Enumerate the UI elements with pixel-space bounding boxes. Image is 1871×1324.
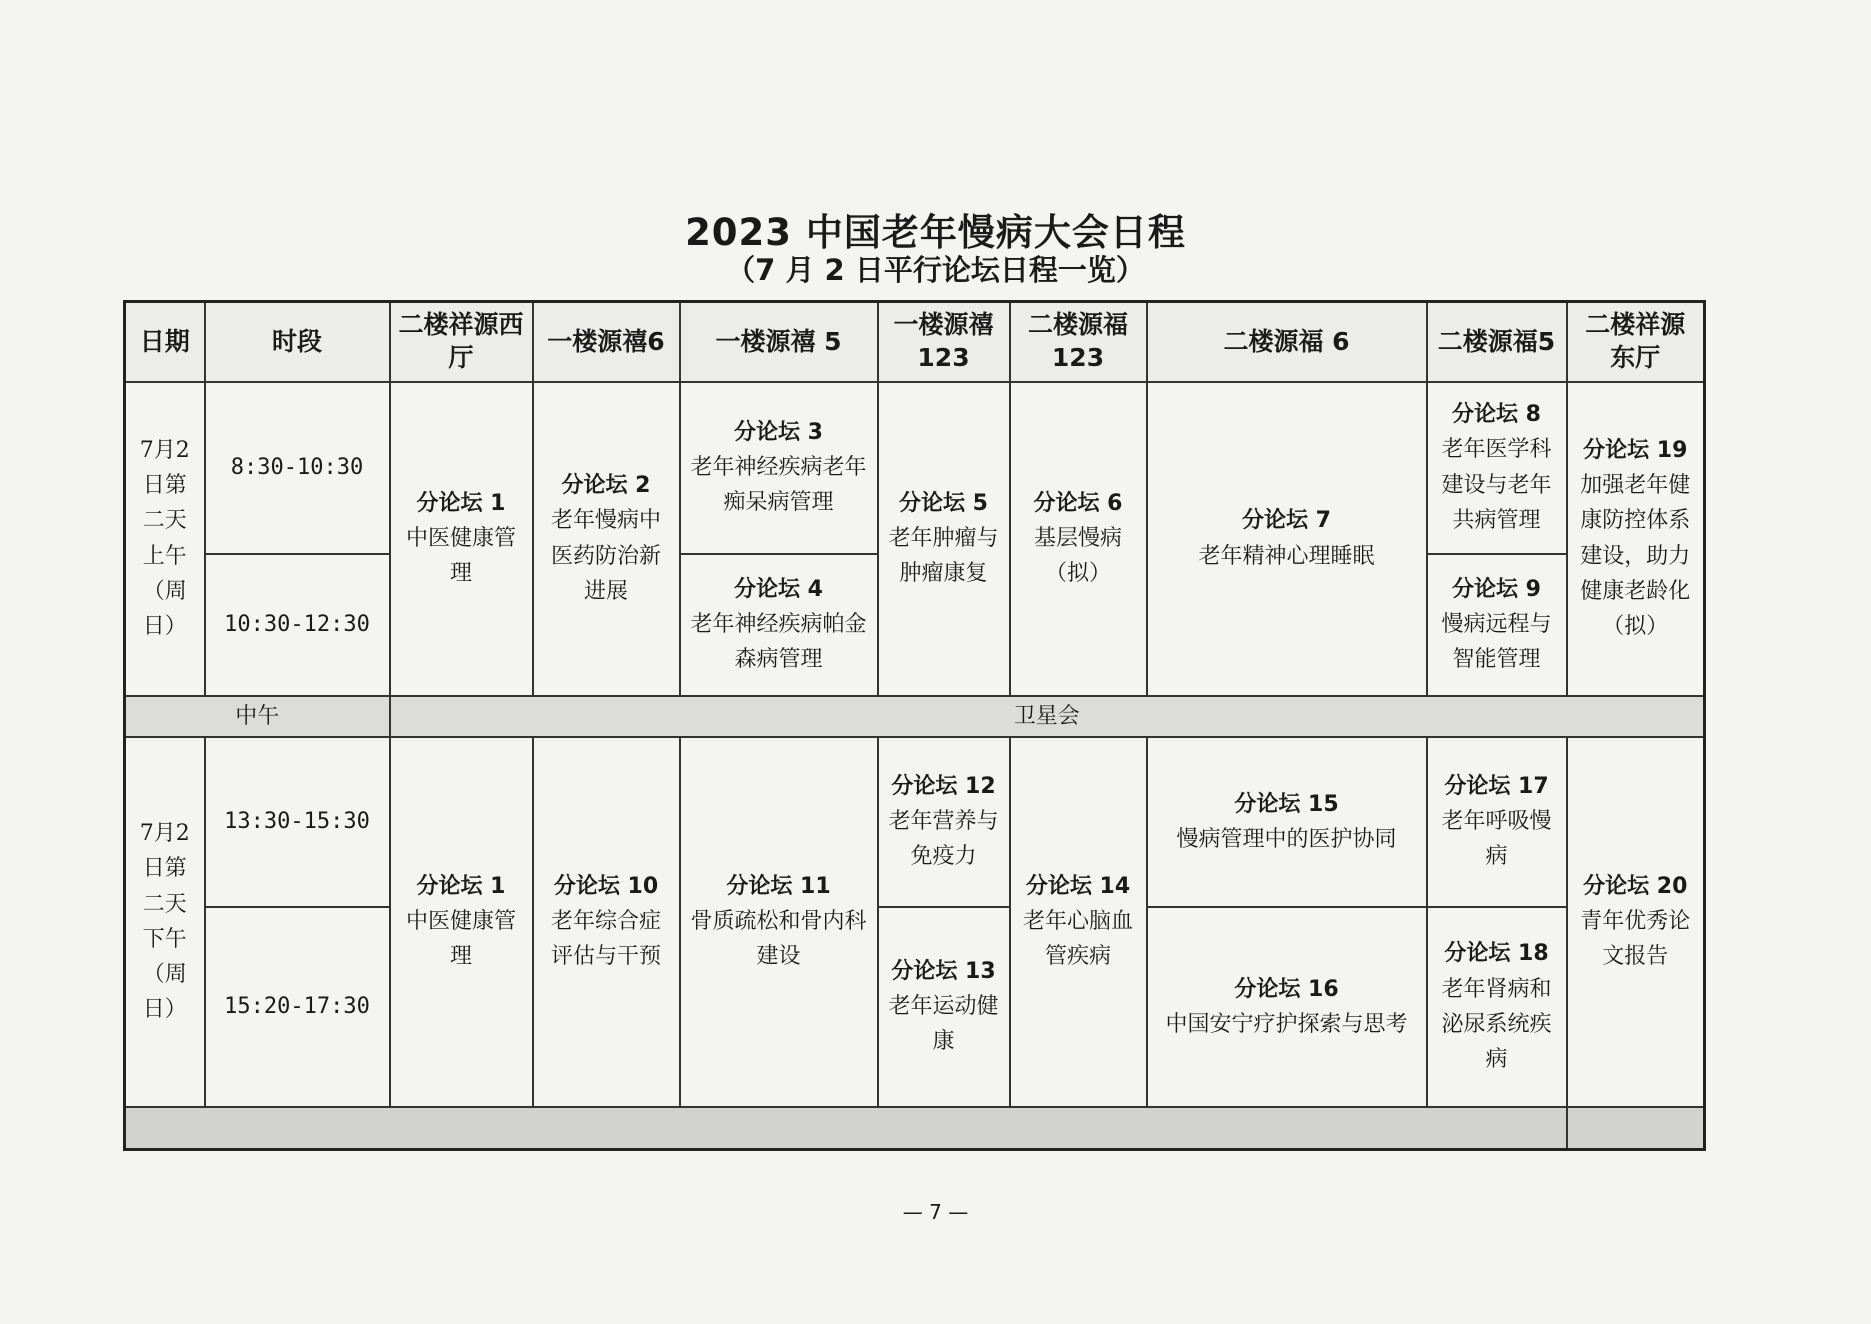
forum-name: 分论坛 7: [1242, 508, 1331, 534]
morning-date: 7月2日第二天上午（周日）: [125, 382, 205, 696]
forum-13: [878, 907, 1010, 1107]
forum-name: 分论坛 20: [1583, 873, 1688, 899]
forum-name: 分论坛 4: [734, 576, 823, 602]
forum-name: 分论坛 11: [726, 873, 831, 899]
forum-11: [680, 737, 878, 1107]
forum-7: [1147, 382, 1427, 696]
header-venue-5: 二楼源福123: [1010, 302, 1147, 382]
forum-topic: 中医健康管理: [405, 909, 516, 970]
noon-event: 卫星会: [390, 696, 1705, 737]
forum-topic: 老年运动健康: [888, 994, 999, 1055]
forum-name: 分论坛 16: [1234, 976, 1339, 1002]
forum-topic: 青年优秀论文报告: [1580, 909, 1691, 970]
forum-19: [1567, 382, 1705, 696]
header-date: 日期: [125, 302, 205, 382]
forum-topic: 老年心脑血管疾病: [1022, 909, 1133, 970]
forum-18: [1427, 907, 1567, 1107]
afternoon-slot-2: 15:20-17:30: [205, 907, 390, 1107]
afternoon-slot-1: 13:30-15:30: [205, 737, 390, 907]
forum-topic: 老年综合症评估与干预: [550, 909, 661, 970]
forum-name: 分论坛 19: [1583, 437, 1688, 463]
forum-12: [878, 737, 1010, 907]
afternoon-date: 7月2日第二天下午（周日）: [125, 737, 205, 1107]
header-venue-7: 二楼源福5: [1427, 302, 1567, 382]
forum-1-am: [390, 382, 533, 696]
morning-row-1: [125, 382, 1705, 554]
bottom-row: [125, 1107, 1705, 1150]
forum-2: [533, 382, 680, 696]
forum-8: [1427, 382, 1567, 554]
morning-slot-2: 10:30-12:30: [205, 554, 390, 696]
forum-topic: 老年神经疾病帕金森病管理: [690, 611, 867, 673]
forum-topic: 老年呼吸慢病: [1441, 809, 1552, 870]
header-venue-3: 一楼源禧 5: [680, 302, 878, 382]
forum-16: [1147, 907, 1427, 1107]
forum-topic: 老年医学科建设与老年共病管理: [1441, 437, 1552, 533]
forum-name: 分论坛 1: [416, 873, 506, 899]
forum-15: [1147, 737, 1427, 907]
forum-name: 分论坛 12: [891, 773, 996, 799]
forum-17: [1427, 737, 1567, 907]
forum-9: [1427, 554, 1567, 696]
forum-topic: 老年精神心理睡眠: [1198, 543, 1375, 569]
forum-topic: 基层慢病（拟）: [1033, 525, 1122, 587]
forum-6: [1010, 382, 1147, 696]
forum-name: 分论坛 18: [1444, 941, 1549, 967]
forum-name: 分论坛 3: [734, 419, 823, 445]
forum-topic: 加强老年健康防控体系建设，助力健康老龄化（拟）: [1580, 473, 1691, 639]
forum-topic: 慢病远程与智能管理: [1441, 611, 1552, 673]
forum-topic: 慢病管理中的医护协同: [1176, 826, 1397, 852]
forum-topic: 老年肿瘤与肿瘤康复: [888, 525, 999, 587]
forum-topic: 老年肾病和泌尿系统疾病: [1441, 976, 1552, 1072]
header-venue-4: 一楼源禧123: [878, 302, 1010, 382]
forum-name: 分论坛 10: [553, 873, 659, 899]
forum-name: 分论坛 17: [1444, 773, 1549, 799]
page-title: 2023 中国老年慢病大会日程: [685, 211, 1186, 254]
forum-10: [533, 737, 680, 1107]
header-period: 时段: [205, 302, 390, 382]
forum-topic: 老年慢病中医药防治新进展: [550, 508, 661, 604]
forum-name: 分论坛 6: [1033, 490, 1123, 516]
forum-name: 分论坛 9: [1452, 576, 1541, 602]
schedule-table: [123, 300, 1706, 1151]
afternoon-row-1: [125, 737, 1705, 907]
forum-topic: 老年神经疾病老年痴呆病管理: [690, 454, 867, 516]
bottom-blank-end: [1567, 1107, 1705, 1150]
forum-name: 分论坛 5: [899, 490, 988, 516]
header-venue-8: 二楼祥源东厅: [1567, 302, 1705, 382]
forum-name: 分论坛 14: [1025, 873, 1131, 899]
forum-name: 分论坛 13: [891, 958, 996, 984]
header-venue-6: 二楼源福 6: [1147, 302, 1427, 382]
forum-4: [680, 554, 878, 696]
forum-3: [680, 382, 878, 554]
forum-5: [878, 382, 1010, 696]
forum-name: 分论坛 15: [1234, 791, 1339, 817]
forum-20: [1567, 737, 1705, 1107]
header-venue-1: 二楼祥源西厅: [390, 302, 533, 382]
noon-label: 中午: [125, 696, 390, 737]
forum-topic: 中国安宁疗护探索与思考: [1165, 1011, 1408, 1037]
page-number: — 7 —: [902, 1200, 969, 1224]
forum-name: 分论坛 8: [1452, 402, 1541, 428]
forum-14: [1010, 737, 1147, 1107]
noon-row: [125, 696, 1705, 737]
header-venue-2: 一楼源禧6: [533, 302, 680, 382]
page-subtitle: （7 月 2 日平行论坛日程一览）: [726, 253, 1145, 287]
afternoon-row-2: [125, 907, 1705, 1107]
header-row: [125, 302, 1705, 382]
forum-1-pm: [390, 737, 533, 1107]
bottom-blank: [125, 1107, 1567, 1150]
forum-topic: 中医健康管理: [405, 525, 516, 587]
forum-topic: 骨质疏松和骨内科建设: [690, 909, 867, 970]
forum-topic: 老年营养与免疫力: [888, 809, 999, 870]
forum-name: 分论坛 1: [416, 490, 506, 516]
morning-slot-1: 8:30-10:30: [205, 382, 390, 554]
forum-name: 分论坛 2: [561, 473, 651, 499]
